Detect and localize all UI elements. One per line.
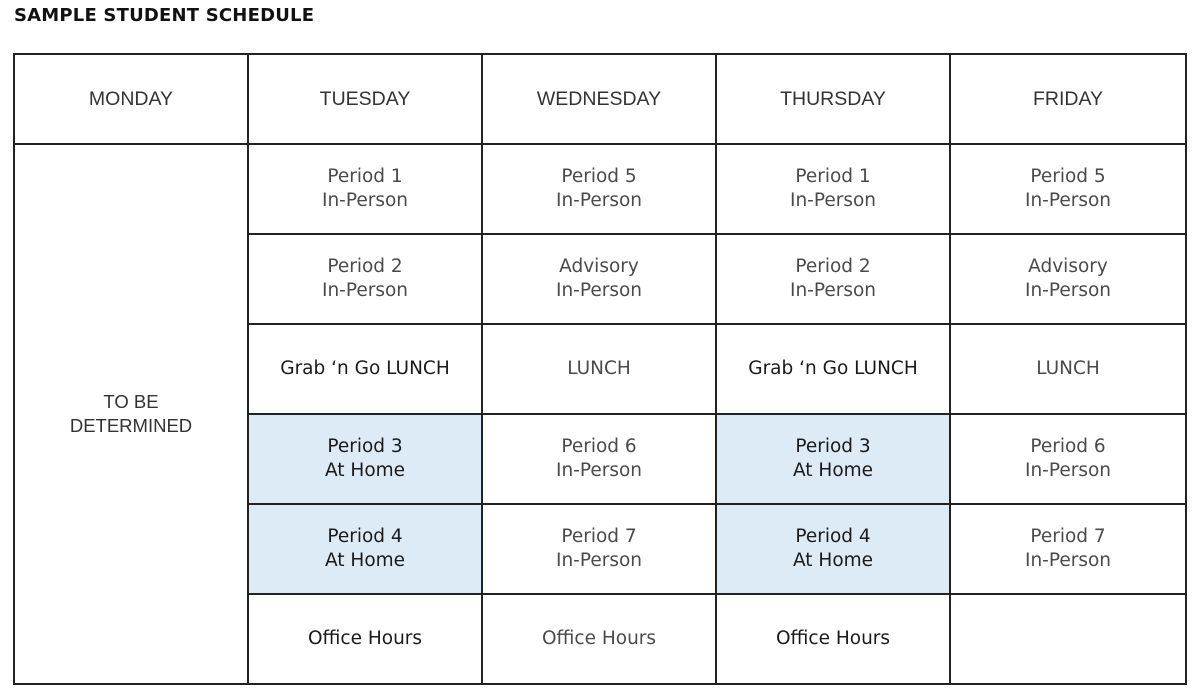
cell-thursday-1	[716, 144, 950, 234]
cell-line-1: Period 3	[795, 436, 871, 457]
cell-line-2: In-Person	[789, 280, 877, 301]
cell-line-1: Grab ‘n Go LUNCH	[748, 358, 918, 379]
cell-line-2: In-Person	[789, 190, 877, 211]
cell-line-2: In-Person	[1024, 550, 1112, 571]
cell-friday-1	[950, 144, 1186, 234]
cell-line-2: In-Person	[1024, 280, 1112, 301]
cell-line-1: Period 5	[1030, 166, 1106, 187]
monday-cell	[14, 144, 248, 684]
cell-line-2: In-Person	[1024, 460, 1112, 481]
cell-line-1: Period 1	[795, 166, 871, 187]
cell-wednesday-1	[482, 144, 716, 234]
cell-line-2: At Home	[792, 460, 874, 481]
cell-thursday-2	[716, 234, 950, 324]
monday-line-1: TO BE	[103, 391, 159, 412]
cell-line-2: In-Person	[1024, 190, 1112, 211]
cell-line-1: Office Hours	[775, 628, 891, 649]
table-row	[14, 144, 1186, 234]
cell-line-2: In-Person	[555, 190, 643, 211]
cell-line-1: Advisory	[1028, 256, 1108, 277]
cell-tuesday-1	[248, 144, 482, 234]
cell-friday-5	[950, 504, 1186, 594]
cell-thursday-6	[716, 594, 950, 684]
header-row	[14, 54, 1186, 144]
cell-line-2: At Home	[324, 550, 406, 571]
cell-tuesday-6	[248, 594, 482, 684]
cell-line-1: Office Hours	[307, 628, 423, 649]
cell-thursday-5	[716, 504, 950, 594]
cell-friday-2	[950, 234, 1186, 324]
cell-wednesday-3	[482, 324, 716, 414]
cell-line-1: Advisory	[559, 256, 639, 277]
header-friday: FRIDAY	[950, 54, 1186, 144]
cell-line-2: At Home	[792, 550, 874, 571]
cell-friday-3	[950, 324, 1186, 414]
cell-line-1: Period 2	[327, 256, 403, 277]
cell-line-2: In-Person	[555, 460, 643, 481]
header-wednesday: WEDNESDAY	[482, 54, 716, 144]
cell-line-1: Period 3	[327, 436, 403, 457]
cell-wednesday-2	[482, 234, 716, 324]
cell-line-1: Grab ‘n Go LUNCH	[280, 358, 450, 379]
cell-line-2: In-Person	[555, 550, 643, 571]
cell-line-1: Period 4	[327, 526, 403, 547]
cell-tuesday-3	[248, 324, 482, 414]
header-monday: MONDAY	[14, 54, 248, 144]
cell-line-1: Period 1	[327, 166, 403, 187]
cell-line-1: Period 7	[1030, 526, 1106, 547]
schedule-title: SAMPLE STUDENT SCHEDULE	[14, 5, 315, 26]
cell-friday-6	[950, 594, 1186, 684]
cell-friday-4	[950, 414, 1186, 504]
cell-line-1: Office Hours	[541, 628, 657, 649]
cell-thursday-3	[716, 324, 950, 414]
header-thursday: THURSDAY	[716, 54, 950, 144]
cell-line-1: Period 2	[795, 256, 871, 277]
schedule-table	[13, 53, 1187, 685]
cell-wednesday-6	[482, 594, 716, 684]
cell-line-2: In-Person	[321, 190, 409, 211]
cell-line-1: Period 6	[561, 436, 637, 457]
cell-line-2: At Home	[324, 460, 406, 481]
cell-line-2: In-Person	[321, 280, 409, 301]
cell-tuesday-5	[248, 504, 482, 594]
cell-tuesday-4	[248, 414, 482, 504]
cell-wednesday-5	[482, 504, 716, 594]
cell-tuesday-2	[248, 234, 482, 324]
cell-line-1: LUNCH	[567, 358, 631, 379]
cell-line-1: LUNCH	[1036, 358, 1100, 379]
header-tuesday: TUESDAY	[248, 54, 482, 144]
cell-line-1: Period 6	[1030, 436, 1106, 457]
cell-line-2: In-Person	[555, 280, 643, 301]
cell-line-1: Period 7	[561, 526, 637, 547]
cell-wednesday-4	[482, 414, 716, 504]
cell-line-1: Period 4	[795, 526, 871, 547]
cell-thursday-4	[716, 414, 950, 504]
monday-line-2: DETERMINED	[69, 415, 193, 436]
cell-line-1: Period 5	[561, 166, 637, 187]
